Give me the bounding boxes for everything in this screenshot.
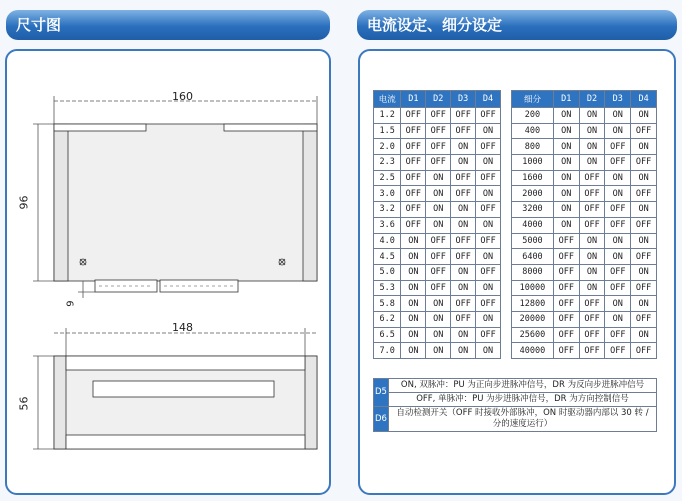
current-cell: OFF: [451, 233, 476, 249]
current-cell: ON: [426, 343, 451, 359]
microstep-cell: OFF: [631, 311, 657, 327]
microstep-cell: 5000: [512, 233, 554, 249]
current-cell: OFF: [401, 202, 426, 218]
current-cell: OFF: [401, 217, 426, 233]
microstep-header-cell: D4: [631, 91, 657, 108]
current-cell: OFF: [451, 186, 476, 202]
microstep-cell: 10000: [512, 280, 554, 296]
current-cell: OFF: [426, 123, 451, 139]
microstep-cell: OFF: [605, 280, 631, 296]
current-cell: 5.3: [374, 280, 401, 296]
current-cell: ON: [451, 343, 476, 359]
table-row: [512, 202, 657, 218]
microstep-cell: ON: [605, 123, 631, 139]
current-cell: ON: [476, 217, 501, 233]
dim-bottom-width: 148: [172, 321, 193, 334]
dim-top-height: 96: [17, 195, 31, 210]
microstep-cell: OFF: [579, 296, 605, 312]
current-cell: 5.0: [374, 264, 401, 280]
current-cell: ON: [426, 296, 451, 312]
microstep-cell: ON: [605, 311, 631, 327]
microstep-cell: ON: [605, 233, 631, 249]
microstep-cell: OFF: [579, 343, 605, 359]
current-cell: ON: [451, 217, 476, 233]
current-cell: OFF: [426, 249, 451, 265]
microstep-cell: OFF: [553, 249, 579, 265]
current-header-cell: D3: [451, 91, 476, 108]
current-cell: 6.2: [374, 311, 401, 327]
table-row: [512, 296, 657, 312]
microstep-cell: OFF: [553, 327, 579, 343]
current-cell: ON: [401, 249, 426, 265]
microstep-cell: OFF: [579, 186, 605, 202]
microstep-cell: ON: [579, 249, 605, 265]
current-cell: OFF: [476, 139, 501, 155]
current-cell: ON: [451, 280, 476, 296]
microstep-cell: ON: [553, 155, 579, 171]
current-cell: ON: [451, 264, 476, 280]
current-cell: ON: [426, 217, 451, 233]
dip-notes-table: [373, 378, 657, 432]
d6-key: D6: [374, 407, 389, 432]
table-row: [374, 217, 501, 233]
table-row: [374, 296, 501, 312]
microstep-cell: ON: [631, 139, 657, 155]
current-cell: ON: [451, 155, 476, 171]
current-cell: 5.8: [374, 296, 401, 312]
current-cell: OFF: [401, 155, 426, 171]
table-row: [512, 343, 657, 359]
current-cell: OFF: [401, 108, 426, 124]
current-cell: ON: [476, 280, 501, 296]
microstep-cell: OFF: [605, 155, 631, 171]
current-cell: OFF: [426, 108, 451, 124]
current-cell: 3.0: [374, 186, 401, 202]
current-cell: 2.5: [374, 170, 401, 186]
current-header-cell: D4: [476, 91, 501, 108]
microstep-cell: ON: [605, 186, 631, 202]
microstep-header-cell: D2: [579, 91, 605, 108]
table-row: [374, 170, 501, 186]
current-cell: 6.5: [374, 327, 401, 343]
current-cell: ON: [401, 311, 426, 327]
current-cell: ON: [476, 155, 501, 171]
microstep-cell: OFF: [631, 155, 657, 171]
table-row: [512, 233, 657, 249]
table-row: [512, 170, 657, 186]
microstep-cell: ON: [631, 327, 657, 343]
microstep-cell: OFF: [631, 186, 657, 202]
table-row: [374, 155, 501, 171]
d6-text: 自动检测开关（OFF 时接收外部脉冲，ON 时驱动器内部以 30 转 / 分的速度运行）: [389, 407, 657, 432]
microstep-cell: 8000: [512, 264, 554, 280]
microstep-cell: ON: [553, 202, 579, 218]
current-cell: OFF: [401, 170, 426, 186]
current-cell: ON: [476, 249, 501, 265]
current-cell: ON: [476, 343, 501, 359]
microstep-cell: OFF: [605, 217, 631, 233]
microstep-cell: ON: [631, 233, 657, 249]
microstep-cell: OFF: [579, 311, 605, 327]
microstep-cell: 12800: [512, 296, 554, 312]
microstep-cell: ON: [579, 123, 605, 139]
microstep-cell: OFF: [631, 280, 657, 296]
table-row: [374, 139, 501, 155]
microstep-cell: ON: [553, 186, 579, 202]
microstep-cell: ON: [579, 155, 605, 171]
table-row: [512, 327, 657, 343]
microstep-cell: OFF: [553, 343, 579, 359]
current-cell: OFF: [426, 139, 451, 155]
microstep-cell: OFF: [631, 343, 657, 359]
microstep-cell: ON: [579, 264, 605, 280]
microstep-cell: 1000: [512, 155, 554, 171]
current-cell: 1.2: [374, 108, 401, 124]
current-cell: ON: [401, 327, 426, 343]
current-header-cell: D1: [401, 91, 426, 108]
current-cell: ON: [476, 311, 501, 327]
table-row: [512, 217, 657, 233]
microstep-cell: OFF: [631, 249, 657, 265]
d5-key: D5: [374, 379, 389, 407]
table-row: [512, 249, 657, 265]
dim-bottom-height: 56: [17, 396, 31, 411]
microstep-header-cell: 细分: [512, 91, 554, 108]
table-row: [374, 233, 501, 249]
microstep-cell: OFF: [631, 217, 657, 233]
microstep-cell: 200: [512, 108, 554, 124]
current-header-cell: D2: [426, 91, 451, 108]
table-row: [512, 108, 657, 124]
table-row: [374, 264, 501, 280]
microstep-cell: OFF: [553, 296, 579, 312]
dim-offset: 9: [65, 300, 77, 307]
current-cell: 4.5: [374, 249, 401, 265]
current-cell: OFF: [401, 123, 426, 139]
microstep-cell: OFF: [553, 280, 579, 296]
current-cell: OFF: [451, 249, 476, 265]
table-row: [512, 280, 657, 296]
current-cell: 3.6: [374, 217, 401, 233]
microstep-cell: ON: [605, 108, 631, 124]
current-cell: OFF: [426, 280, 451, 296]
microstep-cell: ON: [631, 296, 657, 312]
current-cell: OFF: [476, 327, 501, 343]
microstep-cell: ON: [631, 170, 657, 186]
current-cell: OFF: [476, 264, 501, 280]
microstep-cell: OFF: [579, 327, 605, 343]
table-row: [512, 264, 657, 280]
current-cell: OFF: [451, 170, 476, 186]
microstep-cell: OFF: [631, 123, 657, 139]
microstep-cell: OFF: [579, 217, 605, 233]
table-row: [374, 202, 501, 218]
table-row: [512, 186, 657, 202]
current-cell: 2.3: [374, 155, 401, 171]
microstep-cell: 25600: [512, 327, 554, 343]
current-cell: ON: [426, 327, 451, 343]
microstep-cell: OFF: [579, 202, 605, 218]
current-cell: ON: [426, 202, 451, 218]
current-cell: ON: [426, 170, 451, 186]
table-row: [512, 155, 657, 171]
table-row: [512, 123, 657, 139]
microstep-cell: 400: [512, 123, 554, 139]
current-cell: ON: [426, 311, 451, 327]
microstep-cell: ON: [631, 202, 657, 218]
current-cell: 4.0: [374, 233, 401, 249]
current-cell: ON: [401, 296, 426, 312]
current-cell: OFF: [451, 108, 476, 124]
current-cell: OFF: [476, 170, 501, 186]
current-cell: ON: [401, 343, 426, 359]
microstep-cell: OFF: [605, 139, 631, 155]
microstep-cell: 2000: [512, 186, 554, 202]
current-cell: OFF: [451, 296, 476, 312]
current-cell: ON: [401, 264, 426, 280]
current-cell: OFF: [476, 296, 501, 312]
microstep-header-cell: D3: [605, 91, 631, 108]
current-cell: OFF: [426, 233, 451, 249]
table-row: [512, 139, 657, 155]
current-cell: OFF: [401, 186, 426, 202]
current-cell: ON: [476, 123, 501, 139]
current-cell: ON: [476, 186, 501, 202]
microstep-cell: ON: [553, 217, 579, 233]
microstep-table: [511, 90, 657, 359]
current-cell: 3.2: [374, 202, 401, 218]
current-cell: OFF: [426, 155, 451, 171]
current-cell: OFF: [451, 311, 476, 327]
table-row: [512, 311, 657, 327]
current-cell: OFF: [426, 264, 451, 280]
current-cell: ON: [451, 139, 476, 155]
current-cell: 1.5: [374, 123, 401, 139]
current-header-cell: 电流: [374, 91, 401, 108]
microstep-cell: ON: [631, 264, 657, 280]
current-cell: OFF: [476, 108, 501, 124]
current-table: [373, 90, 501, 359]
d5-off-text: OFF, 单脉冲：PU 为步进脉冲信号，DR 为方向控制信号: [389, 393, 657, 407]
microstep-cell: OFF: [605, 202, 631, 218]
microstep-cell: 6400: [512, 249, 554, 265]
microstep-cell: 3200: [512, 202, 554, 218]
microstep-cell: ON: [579, 280, 605, 296]
current-cell: ON: [426, 186, 451, 202]
current-cell: OFF: [476, 233, 501, 249]
microstep-cell: ON: [579, 139, 605, 155]
microstep-cell: OFF: [605, 327, 631, 343]
microstep-cell: ON: [605, 296, 631, 312]
table-row: [374, 123, 501, 139]
table-row: [374, 327, 501, 343]
microstep-cell: ON: [605, 170, 631, 186]
microstep-cell: 1600: [512, 170, 554, 186]
microstep-cell: OFF: [605, 343, 631, 359]
current-cell: OFF: [451, 123, 476, 139]
microstep-cell: ON: [605, 249, 631, 265]
table-row: [374, 108, 501, 124]
microstep-cell: ON: [553, 170, 579, 186]
microstep-cell: 800: [512, 139, 554, 155]
microstep-cell: 4000: [512, 217, 554, 233]
current-cell: ON: [401, 280, 426, 296]
microstep-cell: OFF: [553, 233, 579, 249]
table-row: [374, 186, 501, 202]
microstep-cell: ON: [631, 108, 657, 124]
d5-on-text: ON, 双脉冲：PU 为正向步进脉冲信号，DR 为反向步进脉冲信号: [389, 379, 657, 393]
current-cell: 2.0: [374, 139, 401, 155]
left-header-title: 尺寸图: [16, 16, 62, 34]
table-row: [374, 311, 501, 327]
microstep-cell: OFF: [605, 264, 631, 280]
microstep-cell: 40000: [512, 343, 554, 359]
dim-top-width: 160: [172, 90, 193, 103]
current-cell: 7.0: [374, 343, 401, 359]
microstep-cell: 20000: [512, 311, 554, 327]
microstep-cell: ON: [579, 233, 605, 249]
current-cell: OFF: [401, 139, 426, 155]
microstep-cell: ON: [553, 108, 579, 124]
table-row: [374, 343, 501, 359]
current-cell: ON: [401, 233, 426, 249]
current-cell: ON: [451, 327, 476, 343]
microstep-cell: ON: [553, 139, 579, 155]
current-cell: ON: [451, 202, 476, 218]
microstep-cell: ON: [579, 108, 605, 124]
microstep-cell: OFF: [579, 170, 605, 186]
right-header-title: 电流设定、细分设定: [367, 16, 503, 34]
microstep-cell: OFF: [553, 264, 579, 280]
microstep-cell: ON: [553, 123, 579, 139]
microstep-header-cell: D1: [553, 91, 579, 108]
current-cell: OFF: [476, 202, 501, 218]
table-row: [374, 280, 501, 296]
table-row: [374, 249, 501, 265]
microstep-cell: OFF: [553, 311, 579, 327]
